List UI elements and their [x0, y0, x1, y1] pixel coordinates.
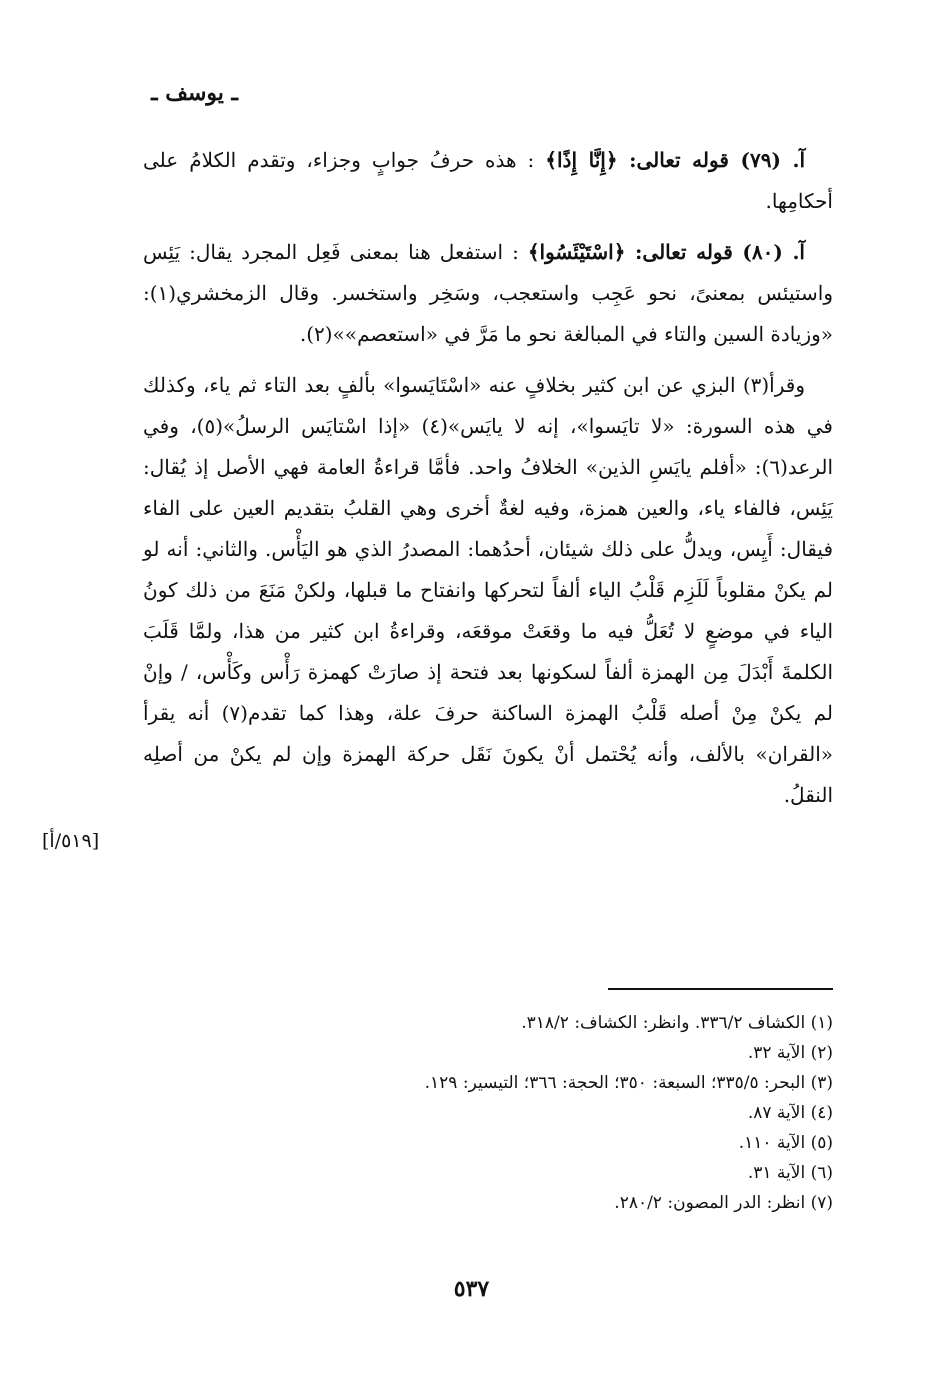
footnotes — [133, 1008, 833, 1218]
main-text — [143, 140, 833, 826]
footnote: (١) الكشاف ٣٣٦/٢. وانظر: الكشاف: ٣١٨/٢. — [521, 1013, 833, 1033]
footnote: (٤) الآية ٨٧. — [747, 1103, 833, 1123]
paragraph-text: وقرأ(٣) البزي عن ابن كثير بخلافٍ عنه «اسْتَايَسوا» بألفٍ بعد التاء ثم ياء، وكذلك في هذه السورة: «لا تايَسوا»، إنه لا يايَس»(٤) «إذا اسْتايَس الرسلُ»(٥)، وفي الرعد(٦): «أفلم يايَسِ الذين» الخلافُ واحد. فأمَّا قراءةُ العامة فهي الأصل إذ يُقال: يَئِس، فالفاء ياء، والعين همزة، وفيه لغةٌ أخرى وهي القلبُ بتقديم العين على الفاء فيقال: أَيِس، ويدلُّ على ذلك شيئان، أحدُهما: المصدرُ الذي هو اليَأْس. والثاني: أنه لو لم يكنْ مقلوباً لَلَزِم قَلْبُ الياء ألفاً لتحركها وانفتاح ما قبلها، ولكنْ مَنَعَ من ذلك كونُ الياء في موضعٍ لا تُعَلُّ فيه ما وقعَتْ موقعَه، وقراءةُ ابن كثير من هذا، ولمَّا قَلَبَ الكلمةَ أَبْدَلَ مِن الهمزة ألفاً لسكونها بعد فتحة إذ صارَتْ كهمزة رَأْس وكَأْس، / وإنْ لم يكنْ مِنْ أصله قَلْبُ الهمزة الساكنة حرفَ علة، وهذا كما تقدم(٧) أنه يقرأ «القران» بالألف، وأنه يُحْتمل أنْ يكونَ نَقَل حركة الهمزة وإن لم يكنْ من أصلِه النقلُ. — [143, 373, 834, 807]
footnote-separator — [608, 988, 833, 990]
paragraph-verse-79 — [143, 140, 833, 222]
paragraph-verse-80 — [143, 232, 833, 355]
paragraph-readings — [143, 365, 833, 816]
running-header: ـ يوسف ـ — [151, 80, 238, 106]
manuscript-folio-reference: [٥١٩/أ] — [42, 830, 100, 852]
paragraph-text: : استفعل هنا بمعنى فَعِل المجرد يقال: يَئِس واستيئس بمعنىً، نحو عَجِب واستعجب، وسَخِر واستخسر. وقال الزمخشري(١): «وزيادة السين والتاء في المبالغة نحو ما مَرَّ في «استعصم»»(٢). — [143, 240, 833, 346]
verse-lead: آ. (٧٩) قوله تعالى: ﴿إِنَّا إِذًا﴾ — [545, 148, 806, 172]
paragraph-text: : هذه حرفُ جوابٍ وجزاء، وتقدم الكلامُ على أحكامِها. — [143, 148, 833, 213]
verse-lead: آ. (٨٠) قوله تعالى: ﴿اسْتَيْئَسُوا﴾ — [527, 240, 805, 264]
footnote: (٧) انظر: الدر المصون: ٢٨٠/٢. — [614, 1193, 833, 1213]
footnote: (٢) الآية ٣٢. — [747, 1043, 833, 1063]
footnote: (٦) الآية ٣١. — [747, 1163, 833, 1183]
footnote: (٣) البحر: ٣٣٥/٥؛ السبعة: ٣٥٠؛ الحجة: ٣٦٦؛ التيسير: ١٢٩. — [424, 1073, 833, 1093]
footnote: (٥) الآية ١١٠. — [738, 1133, 833, 1153]
page-number: ٥٣٧ — [453, 1276, 490, 1302]
